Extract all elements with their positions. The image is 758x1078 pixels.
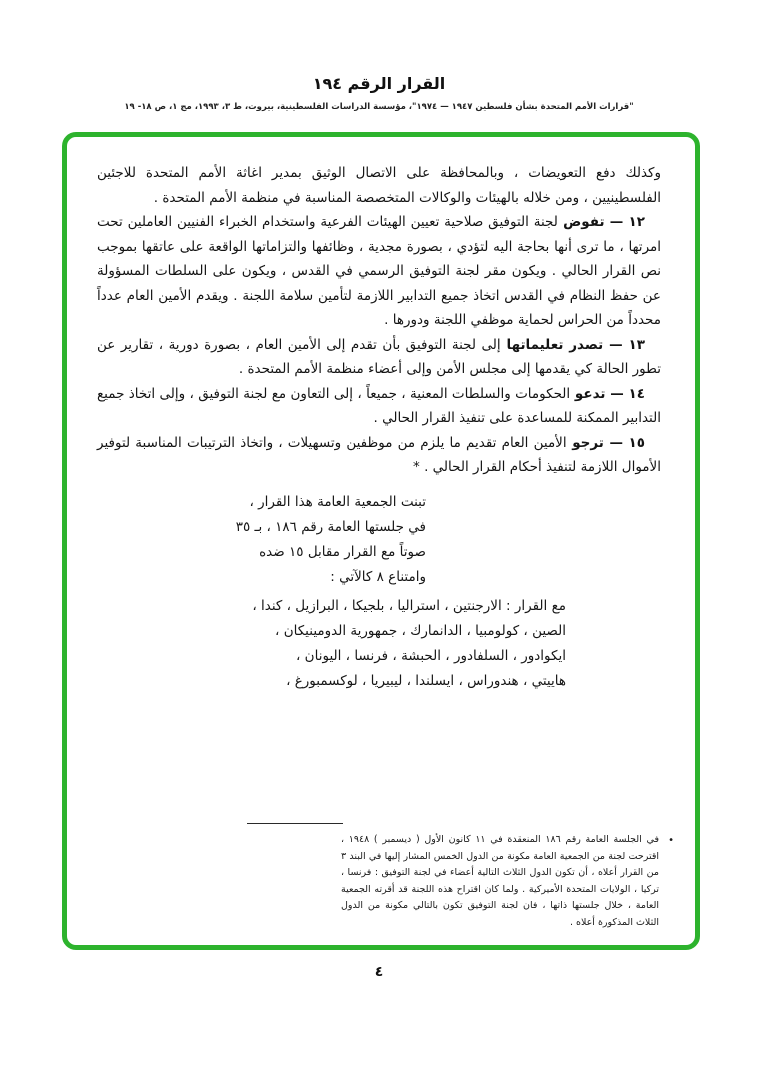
paragraph-run: الأمين العام تقديم ما يلزم من موظفين وتسهيلات ، واتخاذ الترتيبات المناسبة لتوفير الأموال اللازمة لتنفيذ أحكام القرار الحالي . * [97,434,661,475]
page-title: القرار الرقم ١٩٤ [312,74,446,93]
page-subtitle: "قرارات الأمم المتحدة بشأن فلسطين ١٩٤٧ — ١٩٧٤"، مؤسسة الدراسات الفلسطينية، بيروت، ط ٣، ١٩٩٣، مج ١، ص ١٨- ١٩ [124,102,634,112]
paragraph-run: الحكومات والسلطات المعنية ، جميعاً ، إلى التعاون مع لجنة التوفيق ، وإلى اتخاذ جميع التدابير الممكنة للمساعدة على تنفيذ القرار الحالي . [97,385,661,426]
paragraph-lead: ١٥ — ترجو [566,434,646,451]
content-frame [62,132,700,950]
voting-line: مع القرار : الارجنتين ، استراليا ، بلجيكا ، البرازيل ، كندا ، [252,597,566,614]
adoption-line: في جلستها العامة رقم ١٨٦ ، بـ ٣٥ [235,518,426,535]
paragraph-lead: ١٣ — تصدر تعليماتها [500,336,645,353]
footnote-text: في الجلسة العامة رقم ١٨٦ المنعقدة في ١١ كانون الأول ( ديسمبر ) ١٩٤٨ ، اقترحت لجنة من الجمعية العامة مكونة من الدول الخمس المشار إليها في البند ٣ من القرار أعلاه ، أن تكون الدول الثلاث التالية أعضاء في لجنة التوفيق : فرنسا ، تركيا ، الولايات المتحدة الأميركية . ولما كان اقتراح هذه اللجنة قد أقرته الجمعية العامة ، خلال جلستها ذاتها ، فان لجنة التوفيق تكون بالتالي مكونة من الدول الثلاث المذكورة أعلاه . [341,834,659,928]
paragraph-run: إلى لجنة التوفيق بأن تقدم إلى الأمين العام ، بصورة دورية ، تقارير عن تطور الحالة كي يقدمها إلى مجلس الأمن وإلى أعضاء منظمة الأمم المتحدة . [97,336,661,377]
paragraph-lead: ١٢ — تفوض [557,214,645,230]
paragraph-run: وكذلك دفع التعويضات ، وبالمحافظة على الاتصال الوثيق بمدير اغاثة الأمم المتحدة للاجئين الفلسطينيين ، ومن خلاله بالهيئات والوكالات المتخصصة المناسبة في منظمة الأمم المتحدة . [97,165,661,206]
voting-line: هاييتي ، هندوراس ، ايسلندا ، ليبيريا ، لوكسمبورغ ، [286,672,566,689]
paragraph-run: لجنة التوفيق صلاحية تعيين الهيئات الفرعية واستخدام الخبراء الفنيين العاملين تحت امرتها ، ما ترى أنها بحاجة اليه لتؤدي ، بصورة مجدية ، وظائفها والتزاماتها الواقعة على عاتقها بموجب نص القرار الحالي . ويكون مقر لجنة التوفيق الرسمي في القدس ، ويكون على السلطات المسؤولة عن حفظ النظام في القدس اتخاذ جميع التدابير اللازمة لتأمين سلامة اللجنة . ويقدم الأمين العام عدداً محدداً من الحراس لحماية موظفي اللجنة ودورها . [97,214,661,328]
body-paragraph [97,161,661,210]
adoption-line: تبنت الجمعية العامة هذا القرار ، [249,493,426,510]
paragraph-lead: ١٤ — تدعو [570,385,646,402]
footnote-area [97,823,674,931]
voting-line: الصين ، كولومبيا ، الدانمارك ، جمهورية الدومينيكان ، [275,622,566,639]
body-paragraph [97,431,661,480]
body-paragraph [97,210,661,333]
body-paragraph [97,333,661,382]
page-number: ٤ [374,964,384,980]
body-text [97,161,661,480]
adoption-note [97,490,426,590]
footnote-bullet: • [668,835,674,846]
voting-list [97,594,566,694]
adoption-line: وامتناع ٨ كالآتي : [330,568,426,585]
footnote-separator [247,823,343,824]
footnote [341,832,674,931]
voting-line: ايكوادور ، السلفادور ، الحبشة ، فرنسا ، اليونان ، [296,647,566,664]
adoption-line: صوتاً مع القرار مقابل ١٥ ضده [259,543,426,560]
body-paragraph [97,382,661,431]
